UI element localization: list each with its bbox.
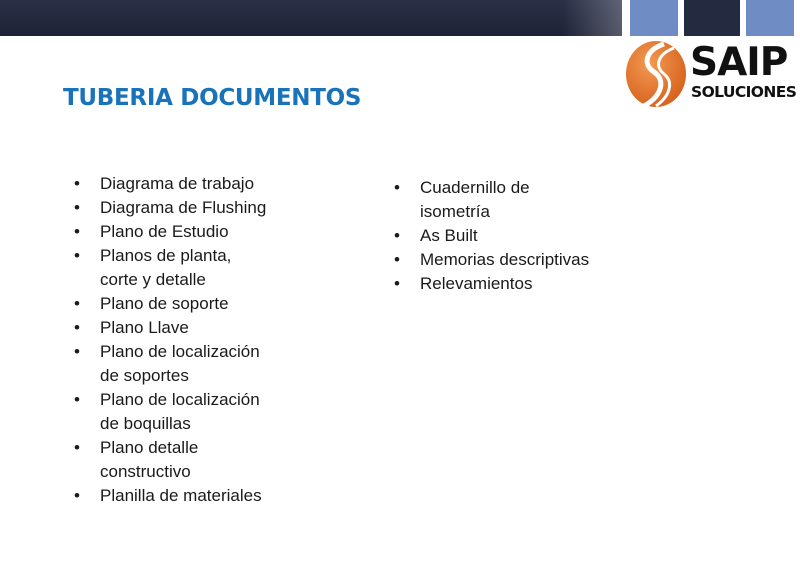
bullet-icon: • <box>394 178 400 197</box>
list-item-text: Planilla de materiales <box>100 486 262 505</box>
list-item-text: Plano Llave <box>100 318 189 337</box>
list-item-text: Cuadernillo de <box>420 178 530 197</box>
header-square-light-right <box>746 0 794 36</box>
list-item <box>385 176 685 224</box>
list-item-text: de boquillas <box>100 414 191 433</box>
list-item-text: Plano de Estudio <box>100 222 229 241</box>
saip-logo <box>624 38 796 110</box>
list-item-text: Plano de soporte <box>100 294 229 313</box>
list-item <box>65 388 325 436</box>
bullet-icon: • <box>74 246 80 265</box>
list-item <box>385 248 685 272</box>
header-square-dark <box>684 0 740 36</box>
list-item-text: Memorias descriptivas <box>420 250 590 269</box>
bullet-icon: • <box>394 250 400 269</box>
list-item <box>385 272 685 296</box>
bullet-icon: • <box>74 318 80 337</box>
list-item <box>65 316 325 340</box>
list-item <box>65 292 325 316</box>
header-bar <box>0 0 622 36</box>
list-item-text: Planos de planta, <box>100 246 232 265</box>
page-title: TUBERIA DOCUMENTOS <box>63 85 362 111</box>
bullet-icon: • <box>394 274 400 293</box>
list-item <box>385 224 685 248</box>
list-item-text: Plano de localización <box>100 342 260 361</box>
list-item <box>65 340 325 388</box>
bullet-icon: • <box>74 486 80 505</box>
bullet-icon: • <box>74 198 80 217</box>
logo-name: SAIP <box>690 40 788 85</box>
list-item <box>65 172 325 196</box>
list-item-text: As Built <box>420 226 478 245</box>
list-item-text: de soportes <box>100 366 189 385</box>
list-item-text: Relevamientos <box>420 274 533 293</box>
list-item-text: Plano de localización <box>100 390 260 409</box>
bullet-icon: • <box>74 222 80 241</box>
bullet-icon: • <box>74 390 80 409</box>
list-item <box>65 436 325 484</box>
logo-subtitle: SOLUCIONES <box>691 83 797 101</box>
list-item-text: corte y detalle <box>100 270 206 289</box>
list-item <box>65 484 325 508</box>
bullet-icon: • <box>74 342 80 361</box>
right-bullet-list <box>385 176 685 296</box>
list-item-text: Diagrama de Flushing <box>100 198 267 217</box>
list-item-text: isometría <box>420 202 490 221</box>
left-bullet-list <box>65 172 325 508</box>
header-square-light <box>630 0 678 36</box>
list-item-text: Diagrama de trabajo <box>100 174 255 193</box>
bullet-icon: • <box>394 226 400 245</box>
bullet-icon: • <box>74 438 80 457</box>
bullet-icon: • <box>74 294 80 313</box>
bullet-icon: • <box>74 174 80 193</box>
list-item-text: Plano detalle <box>100 438 199 457</box>
list-item <box>65 244 325 292</box>
logo-emblem-icon <box>624 38 690 110</box>
list-item <box>65 220 325 244</box>
list-item <box>65 196 325 220</box>
list-item-text: constructivo <box>100 462 191 481</box>
